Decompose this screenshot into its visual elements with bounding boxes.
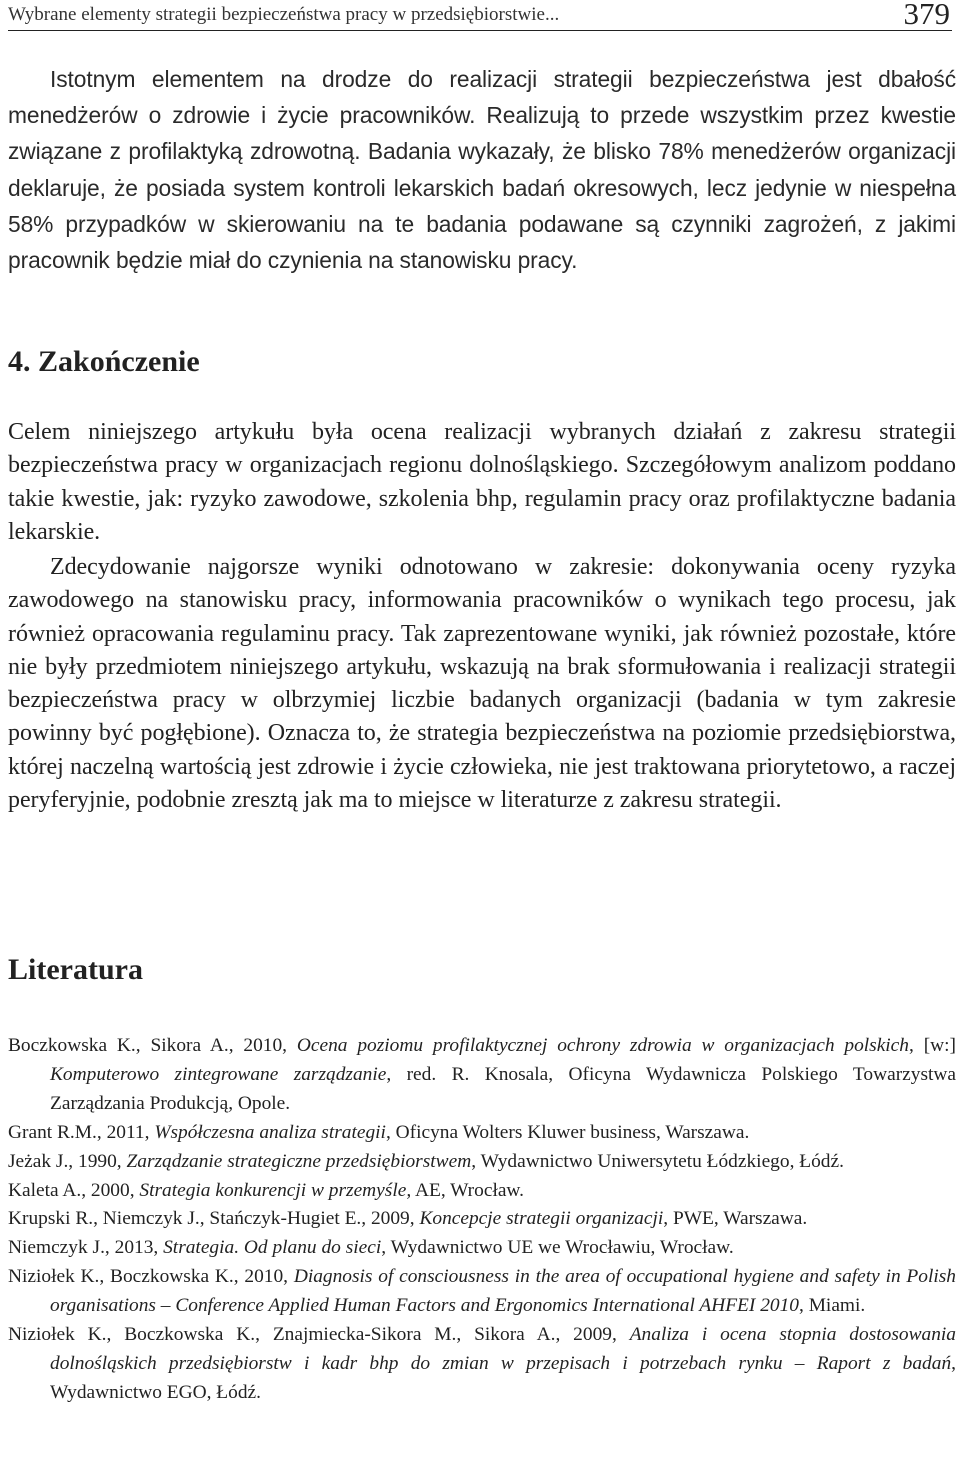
reference-text: , PWE, Warszawa. (663, 1208, 808, 1230)
reference-text: , Wydawnictwo EGO, Łódź. (50, 1352, 956, 1403)
page-number: 379 (903, 0, 950, 31)
reference-item (8, 1205, 956, 1234)
reference-text: , Wydawnictwo UE we Wrocławiu, Wrocław. (381, 1237, 734, 1259)
reference-title: Analiza i ocena stopnia dostosowania dolnośląskich przedsiębiorstw i kadr bhp do zmian w przepisach i potrzebach rynku – Raport z badań (50, 1324, 956, 1374)
reference-text: , Wydawnictwo Uniwersytetu Łódzkiego, Łódź. (471, 1150, 844, 1172)
reference-list (8, 1032, 956, 1408)
section-heading-literature: Literatura (8, 953, 143, 986)
reference-text: Jeżak J., 1990, (8, 1150, 127, 1172)
reference-item (8, 1321, 956, 1408)
reference-title: Strategia konkurencji w przemyśle, (139, 1179, 412, 1201)
reference-title: Ocena poziomu profilaktycznej ochrony zdrowia w organizacjach polskich (296, 1035, 909, 1056)
reference-item (8, 1234, 956, 1263)
reference-text: , Miami. (799, 1295, 866, 1317)
reference-text: Niemczyk J., 2013, (8, 1237, 164, 1259)
reference-text: Grant R.M., 2011, (8, 1121, 155, 1143)
section-heading-conclusion: 4. Zakończenie (8, 345, 200, 378)
reference-item (8, 1177, 956, 1206)
reference-text: , [w:] (909, 1035, 956, 1056)
reference-text: Niziołek K., Boczkowska K., Znajmiecka-Sikora M., Sikora A., 2009, (8, 1324, 630, 1346)
reference-text: Boczkowska K., Sikora A., 2010, (8, 1035, 297, 1056)
conclusion-paragraph: Celem niniejszego artykułu była ocena realizacji wybranych działań z zakresu strategii bezpieczeństwa pracy w organizacjach regionu dolnośląskiego. Szczegółowym analizom poddano takie kwestie, jak: ryzyko zawodowe, szkolenia bhp, regulamin pracy oraz profilaktyczne badania lekarskie. (8, 419, 956, 545)
reference-text: Niziołek K., Boczkowska K., 2010, (8, 1266, 294, 1288)
page-header (8, 0, 952, 31)
reference-text: Kaleta A., 2000, (8, 1179, 140, 1201)
intro-paragraph: Istotnym elementem na drodze do realizacji strategii bezpieczeństwa jest dbałość menedżerów o zdrowie i życie pracowników. Realizują to przede wszystkim przez kwestie związane z profilaktyką zdrowotną. Badania wykazały, że blisko 78% menedżerów organizacji deklaruje, że posiada system kontroli lekarskich badań okresowych, lecz jedynie w niespełna 58% przypadków w skierowaniu na te badania podawane są czynniki zagrożeń, z jakimi pracownik będzie miał do czynienia na stanowisku pracy. (8, 66, 956, 274)
reference-item (8, 1119, 956, 1148)
reference-title: Współczesna analiza strategii (154, 1121, 386, 1143)
reference-item (8, 1263, 956, 1321)
reference-text: Krupski R., Niemczyk J., Stańczyk-Hugiet E., 2009, (8, 1208, 420, 1230)
reference-title: Zarządzanie strategiczne przedsiębiorstwem (126, 1150, 472, 1172)
reference-title: Strategia. Od planu do sieci (163, 1237, 382, 1259)
reference-text: AE, Wrocław. (411, 1179, 525, 1201)
reference-title: Diagnosis of consciousness in the area of occupational hygiene and safety in Polish organisations – Conference Applied Human Factors and Ergonomics International AHFEI 2010 (50, 1266, 956, 1317)
reference-title: Koncepcje strategii organizacji (419, 1208, 664, 1230)
running-title: Wybrane elementy strategii bezpieczeństwa pracy w przedsiębiorstwie... (8, 4, 560, 25)
reference-text: , red. R. Knosala, Oficyna Wydawnicza Polskiego Towarzystwa Zarządzania Produkcją, Opole. (50, 1063, 957, 1114)
reference-title: Komputerowo zintegrowane zarządzanie (50, 1063, 387, 1085)
reference-item (8, 1148, 956, 1177)
reference-text: , Oficyna Wolters Kluwer business, Warszawa. (385, 1121, 750, 1143)
conclusion-paragraph: Zdecydowanie najgorsze wyniki odnotowano w zakresie: dokonywania oceny ryzyka zawodowego na stanowisku pracy, informowania pracowników o wynikach tego procesu, jak również opracowania regulaminu pracy. Tak zaprezentowane wyniki, jak również pozostałe, które nie były przedmiotem niniejszego artykułu, wskazują na brak sformułowania i realizacji strategii bezpieczeństwa pracy w olbrzymiej liczbie badanych organizacji (badania w tym zakresie powinny być pogłębione). Oznacza to, że strategia bezpieczeństwa na poziomie przedsiębiorstwa, której naczelną wartością jest zdrowie i życie człowieka, nie jest traktowana priorytetowo, a raczej peryferyjnie, podobnie zresztą jak ma to miejsce w literaturze z zakresu strategii. (8, 554, 956, 814)
reference-item (8, 1032, 956, 1119)
